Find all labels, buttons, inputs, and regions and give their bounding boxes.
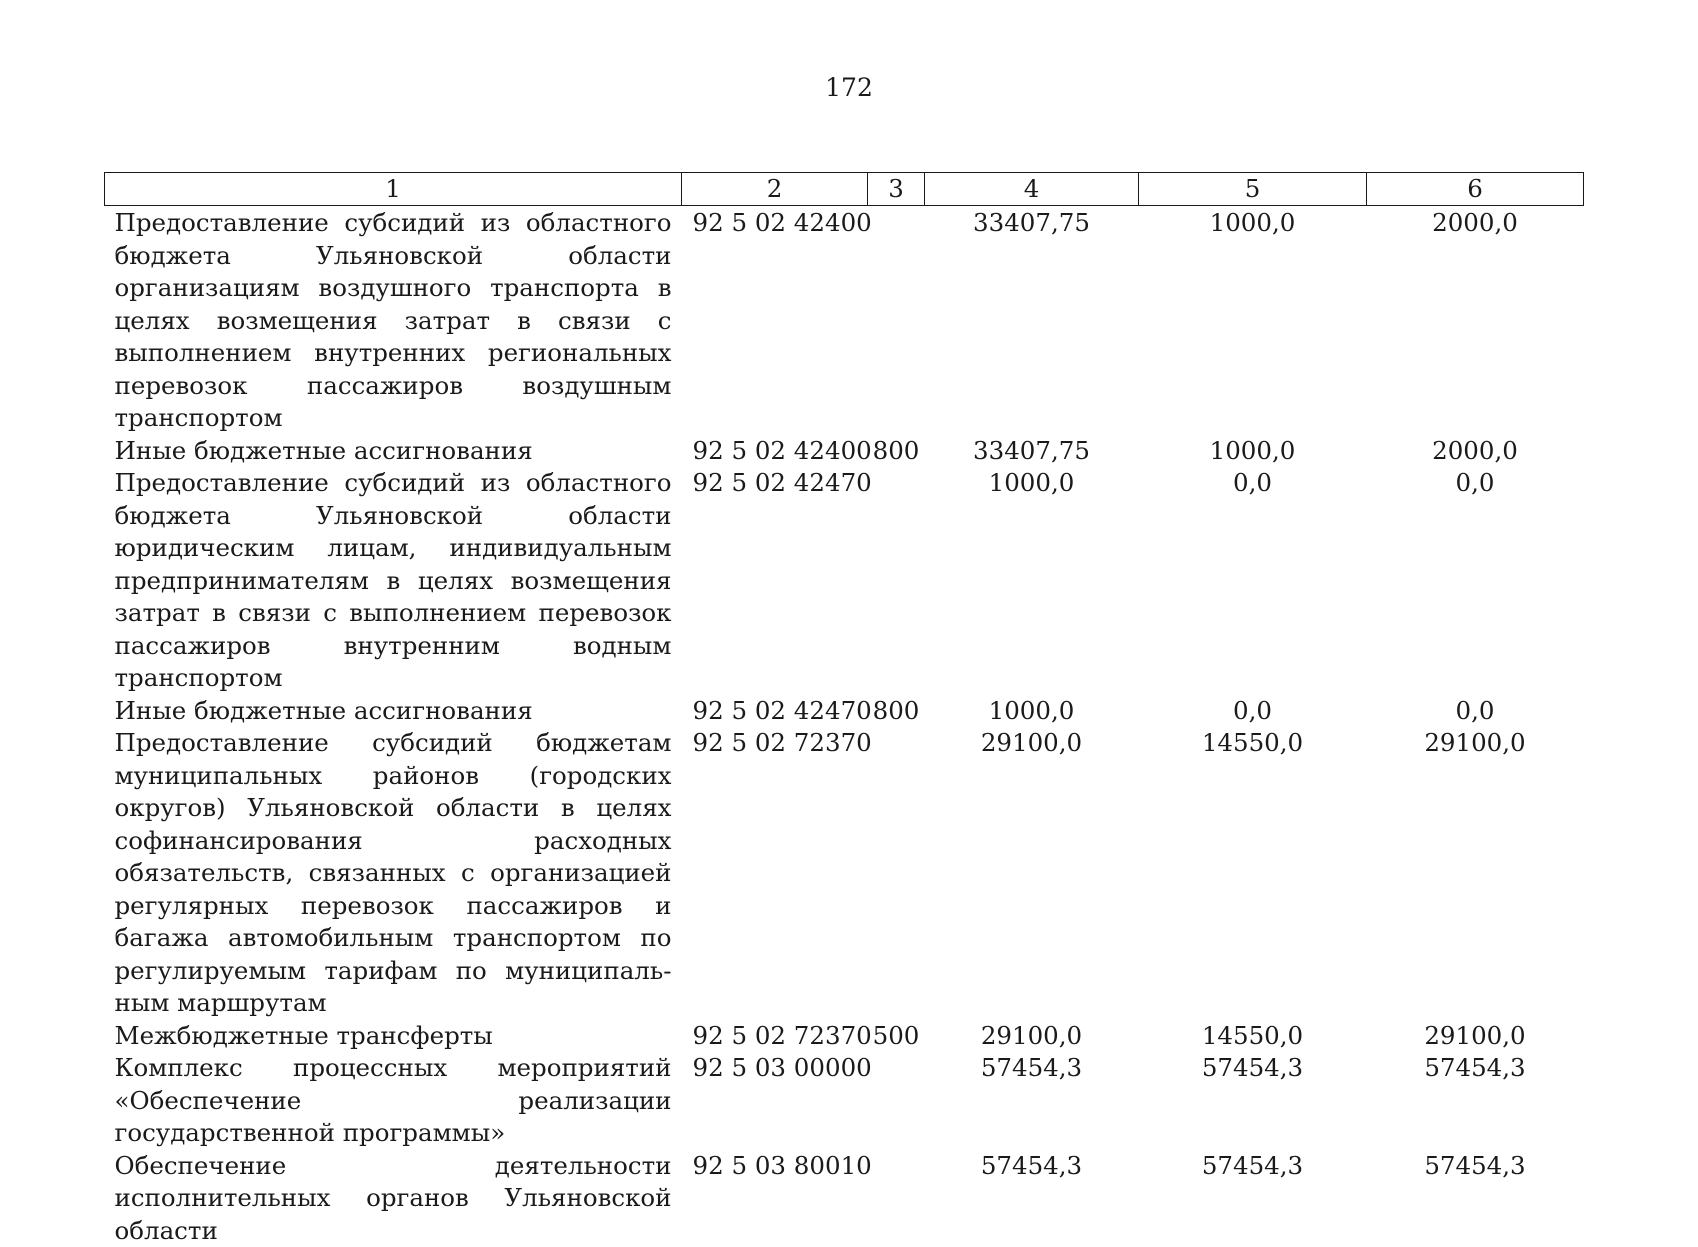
header-col-6: 6	[1367, 173, 1584, 206]
header-col-4: 4	[925, 173, 1139, 206]
row-expense-type	[868, 727, 925, 1020]
row-value-col4: 1000,0	[925, 695, 1139, 728]
row-expense-type: 800	[868, 435, 925, 468]
table-row	[105, 467, 1584, 695]
row-value-col4: 33407,75	[925, 435, 1139, 468]
row-code: 92 5 02 42470	[682, 695, 868, 728]
row-expense-type: 500	[868, 1020, 925, 1053]
row-value-col5: 14550,0	[1139, 727, 1367, 1020]
row-expense-type	[868, 206, 925, 435]
row-code: 92 5 03 80010	[682, 1150, 868, 1247]
header-col-5: 5	[1139, 173, 1367, 206]
header-col-3: 3	[868, 173, 925, 206]
row-code: 92 5 02 42400	[682, 435, 868, 468]
row-value-col5: 0,0	[1139, 467, 1367, 695]
row-value-col6: 57454,3	[1367, 1150, 1584, 1247]
row-value-col6: 57454,3	[1367, 1052, 1584, 1150]
row-value-col4: 33407,75	[925, 206, 1139, 435]
row-expense-type: 800	[868, 695, 925, 728]
row-value-col5: 57454,3	[1139, 1052, 1367, 1150]
row-code: 92 5 02 42470	[682, 467, 868, 695]
row-value-col4: 57454,3	[925, 1150, 1139, 1247]
table-body	[105, 206, 1584, 1247]
table-row	[105, 695, 1584, 728]
row-code: 92 5 02 42400	[682, 206, 868, 435]
row-expense-type	[868, 1052, 925, 1150]
row-expense-type	[868, 1150, 925, 1247]
row-name: Предоставление субсидий из областного бюджета Ульяновской области организациям воздушного транспорта в целях возмещения затрат в связи с выполнением внутренних региональных перевозок пассажиров воздушным транспортом	[105, 206, 682, 435]
row-name: Иные бюджетные ассигнования	[105, 435, 682, 468]
header-col-1: 1	[105, 173, 682, 206]
table-row	[105, 1052, 1584, 1150]
row-value-col6: 2000,0	[1367, 206, 1584, 435]
row-code: 92 5 02 72370	[682, 727, 868, 1020]
row-name: Межбюджетные трансферты	[105, 1020, 682, 1053]
row-value-col6: 0,0	[1367, 467, 1584, 695]
header-row	[105, 173, 1584, 206]
header-col-2: 2	[682, 173, 868, 206]
row-name: Предоставление субсидий из областного бюджета Ульяновской области юридическим лицам, индивидуальным предпринимателям в целях возмещения затрат в связи с выполнением перевозок пассажиров внутренним водным транспортом	[105, 467, 682, 695]
page-number: 172	[0, 72, 1698, 104]
row-name: Обеспечение деятельности исполнительных органов Ульяновской области	[105, 1150, 682, 1247]
row-value-col6: 29100,0	[1367, 1020, 1584, 1053]
row-name: Комплекс процессных мероприятий «Обеспечение реализации государственной программы»	[105, 1052, 682, 1150]
row-expense-type	[868, 467, 925, 695]
row-value-col5: 1000,0	[1139, 206, 1367, 435]
row-value-col4: 57454,3	[925, 1052, 1139, 1150]
row-value-col6: 0,0	[1367, 695, 1584, 728]
row-value-col5: 57454,3	[1139, 1150, 1367, 1247]
row-value-col6: 29100,0	[1367, 727, 1584, 1020]
table-header	[105, 173, 1584, 206]
table-row	[105, 206, 1584, 435]
row-name: Предоставление субсидий бюджетам муниципальных районов (городских округов) Ульяновской области в целях софинансирования расходных обязательств, связанных с организацией регулярных перевозок пассажиров и багажа автомобильным транспортом по регулируемым тарифам по муниципальным маршрутам	[105, 727, 682, 1020]
row-value-col4: 1000,0	[925, 467, 1139, 695]
row-value-col5: 1000,0	[1139, 435, 1367, 468]
row-code: 92 5 02 72370	[682, 1020, 868, 1053]
row-value-col6: 2000,0	[1367, 435, 1584, 468]
row-value-col4: 29100,0	[925, 1020, 1139, 1053]
table-row	[105, 727, 1584, 1020]
budget-table	[104, 172, 1584, 1247]
row-value-col5: 14550,0	[1139, 1020, 1367, 1053]
row-value-col5: 0,0	[1139, 695, 1367, 728]
table-row	[105, 1150, 1584, 1247]
budget-table-container	[104, 172, 1583, 1247]
table-row	[105, 1020, 1584, 1053]
row-code: 92 5 03 00000	[682, 1052, 868, 1150]
table-row	[105, 435, 1584, 468]
row-name: Иные бюджетные ассигнования	[105, 695, 682, 728]
row-value-col4: 29100,0	[925, 727, 1139, 1020]
